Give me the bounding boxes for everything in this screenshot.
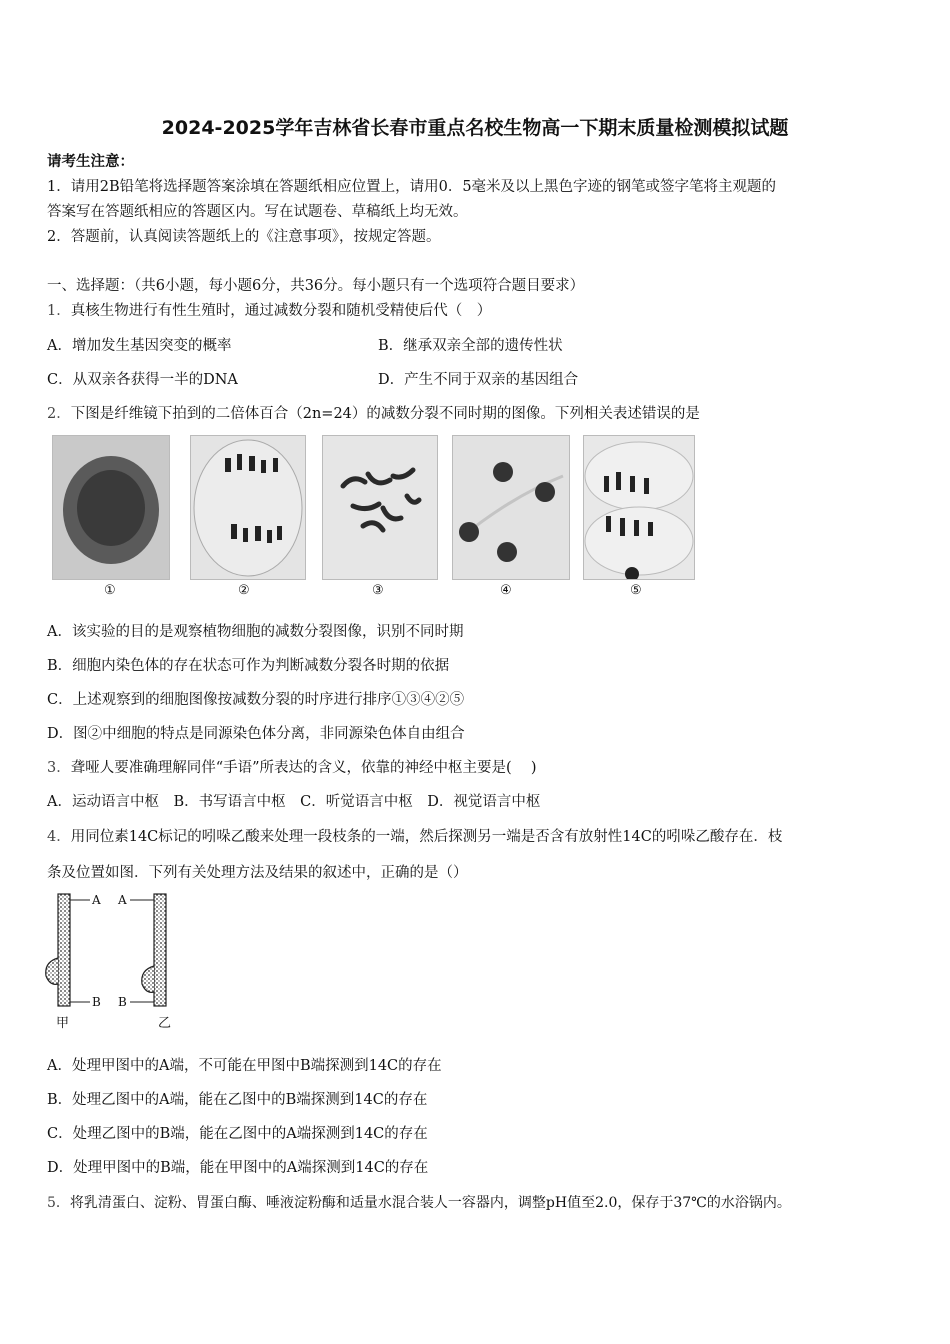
figure-label-1: ① <box>104 583 116 598</box>
question-number: 5． <box>47 1195 70 1211</box>
q1-option-a: A．增加发生基因突变的概率 <box>47 338 232 354</box>
q4-option-a: A．处理甲图中的A端，不可能在甲图中B端探测到14C的存在 <box>47 1058 442 1074</box>
figure-label-5: ⑤ <box>630 583 642 598</box>
branch-diagram <box>44 890 184 1032</box>
figure-label-3: ③ <box>372 583 384 598</box>
notice-heading: 请考生注意： <box>47 153 134 170</box>
micrograph-1 <box>52 435 170 580</box>
micrograph-3 <box>322 435 438 580</box>
q2-option-a: A．该实验的目的是观察植物细胞的减数分裂图像，识别不同时期 <box>47 624 464 640</box>
label-a-jia: A <box>92 893 101 907</box>
q2-option-d: D．图②中细胞的特点是同源染色体分离，非同源染色体自由组合 <box>47 726 465 742</box>
notice-line-1a: 1．请用2B铅笔将选择题答案涂填在答题纸相应位置上，请用0．5毫米及以上黑色字迹的钢笔或签字笔将主观题的 <box>47 179 777 195</box>
label-a-yi: A <box>118 893 127 907</box>
q4-option-b: B．处理乙图中的A端，能在乙图中的B端探测到14C的存在 <box>47 1092 428 1108</box>
q4-option-d: D．处理甲图中的B端，能在甲图中的A端探测到14C的存在 <box>47 1160 429 1176</box>
question-stem: 真核生物进行有性生殖时，通过减数分裂和随机受精使后代（ ） <box>70 303 492 319</box>
micrograph-4 <box>452 435 570 580</box>
question-2 <box>47 404 700 424</box>
notice-line-2: 2．答题前，认真阅读答题纸上的《注意事项》，按规定答题。 <box>47 229 441 245</box>
notice-line-1b: 答案写在答题纸相应的答题区内。写在试题卷、草稿纸上均无效。 <box>47 204 468 220</box>
figure-label-2: ② <box>238 583 250 598</box>
question-number: 3． <box>47 760 71 776</box>
question-3 <box>47 758 536 778</box>
q2-option-b: B．细胞内染色体的存在状态可作为判断减数分裂各时期的依据 <box>47 658 450 674</box>
q1-option-d: D．产生不同于双亲的基因组合 <box>378 372 579 388</box>
question-4-stem-cont: 条及位置如图．下列有关处理方法及结果的叙述中，正确的是（） <box>47 865 468 881</box>
q1-option-c: C．从双亲各获得一半的DNA <box>47 372 238 388</box>
question-1 <box>47 301 491 321</box>
micrograph-5 <box>583 435 695 580</box>
figure-label-4: ④ <box>500 583 512 598</box>
question-number: 2． <box>47 406 71 422</box>
label-b-jia: B <box>92 995 101 1009</box>
question-stem: 用同位素14C标记的吲哚乙酸来处理一段枝条的一端，然后探测另一端是否含有放射性14C的吲哚乙酸存在．枝 <box>70 829 783 845</box>
question-4 <box>47 827 782 847</box>
question-stem: 下图是纤维镜下拍到的二倍体百合（2n=24）的减数分裂不同时期的图像。下列相关表述错误的是 <box>70 406 700 422</box>
label-yi: 乙 <box>158 1016 172 1031</box>
micrograph-2 <box>190 435 306 580</box>
q1-option-b: B．继承双亲全部的遗传性状 <box>378 338 563 354</box>
q3-options: A．运动语言中枢 B．书写语言中枢 C．听觉语言中枢 D．视觉语言中枢 <box>47 794 541 810</box>
question-number: 1． <box>47 303 71 319</box>
page-title: 2024-2025学年吉林省长春市重点名校生物高一下期末质量检测模拟试题 <box>161 117 789 139</box>
label-jia: 甲 <box>56 1016 70 1031</box>
question-5 <box>47 1193 791 1213</box>
label-b-yi: B <box>118 995 127 1009</box>
question-number: 4． <box>47 829 71 845</box>
q4-option-c: C．处理乙图中的B端，能在乙图中的A端探测到14C的存在 <box>47 1126 428 1142</box>
question-stem: 聋哑人要准确理解同伴“手语”所表达的含义，依靠的神经中枢主要是( ) <box>70 760 537 776</box>
section-heading: 一、选择题：（共6小题，每小题6分，共36分。每小题只有一个选项符合题目要求） <box>47 278 585 294</box>
q2-option-c: C．上述观察到的细胞图像按减数分裂的时序进行排序①③④②⑤ <box>47 692 465 708</box>
question-stem: 将乳清蛋白、淀粉、胃蛋白酶、唾液淀粉酶和适量水混合装人一容器内，调整pH值至2.0，保存于37℃的水浴锅内。 <box>69 1195 791 1211</box>
